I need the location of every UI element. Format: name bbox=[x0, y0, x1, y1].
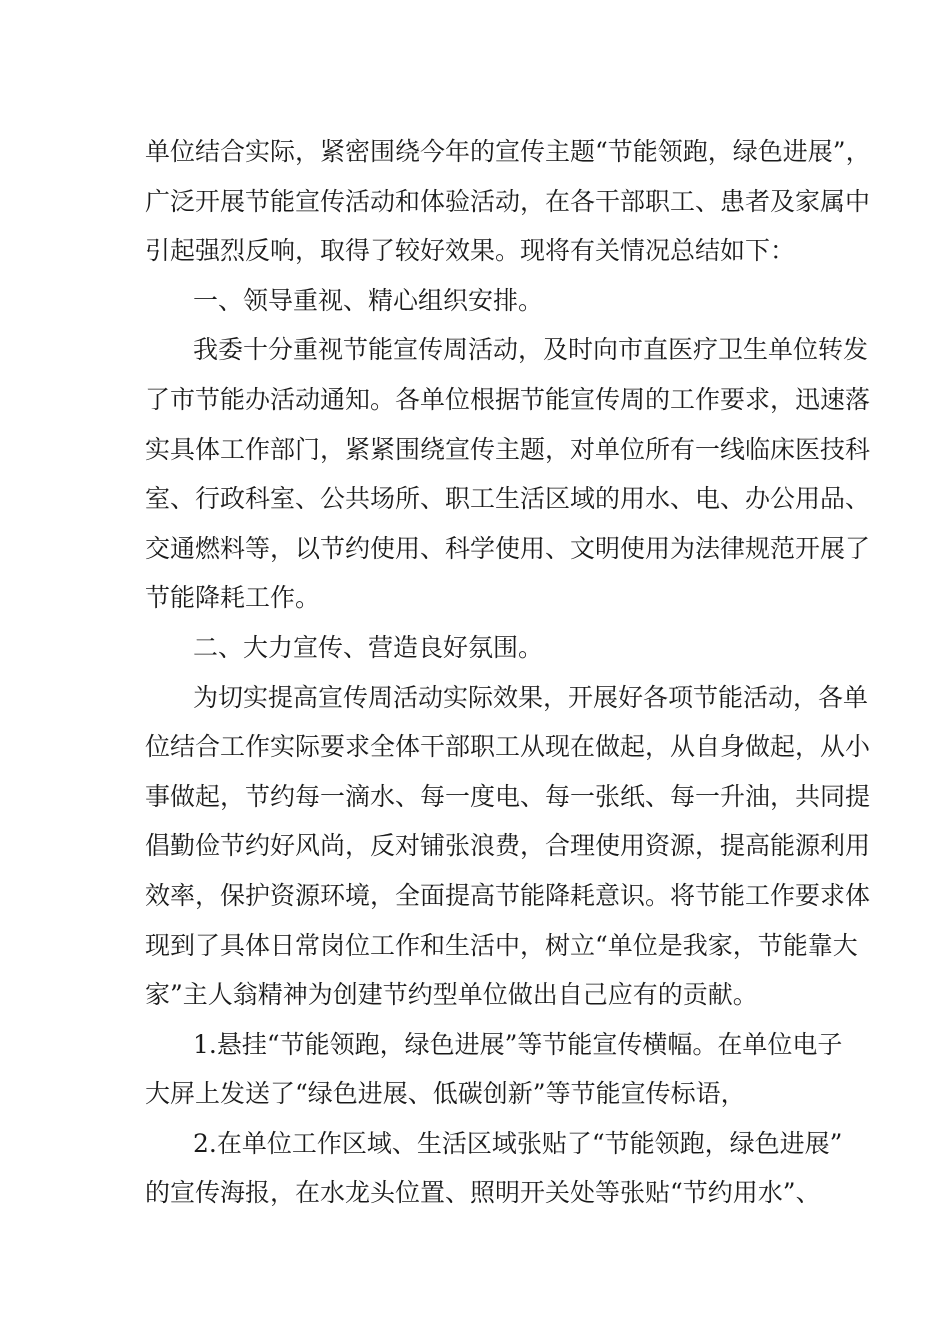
text-line: 单位结合实际，紧密围绕今年的宣传主题“节能领跑，绿色进展”， bbox=[145, 137, 871, 166]
body-text bbox=[145, 127, 871, 1218]
text-line: 广泛开展节能宣传活动和体验活动，在各干部职工、患者及家属中 bbox=[145, 186, 871, 216]
text-line: 我委十分重视节能宣传周活动，及时向市直医疗卫生单位转发 bbox=[193, 335, 869, 365]
text-line: 事做起，节约每一滴水、每一度电、每一张纸、每一升油，共同提 bbox=[145, 781, 871, 811]
text-line: 现到了具体日常岗位工作和生活中，树立“单位是我家，节能靠大 bbox=[145, 930, 858, 960]
text-line: 效率，保护资源环境，全面提高节能降耗意识。将节能工作要求体 bbox=[145, 880, 871, 910]
text-line: 室、行政科室、公共场所、职工生活区域的用水、电、办公用品、 bbox=[145, 484, 871, 514]
text-line: 实具体工作部门，紧紧围绕宣传主题，对单位所有一线临床医技科 bbox=[145, 434, 871, 464]
text-line: 交通燃料等，以节约使用、科学使用、文明使用为法律规范开展了 bbox=[145, 533, 871, 563]
text-line: 引起强烈反响，取得了较好效果。现将有关情况总结如下： bbox=[145, 236, 796, 266]
text-line: 家”主人翁精神为创建节约型单位做出自己应有的贡献。 bbox=[145, 980, 758, 1010]
text-line: 倡勤俭节约好风尚，反对铺张浪费，合理使用资源，提高能源利用 bbox=[145, 831, 871, 861]
text-line: 了市节能办活动通知。各单位根据节能宣传周的工作要求，迅速落 bbox=[145, 384, 871, 414]
text-line: 位结合工作实际要求全体干部职工从现在做起，从自身做起，从小 bbox=[145, 732, 871, 762]
text-line: 为切实提高宣传周活动实际效果，开展好各项节能活动，各单 bbox=[193, 682, 869, 712]
text-line: 节能降耗工作。 bbox=[145, 583, 321, 613]
list-item-text: 2.在单位工作区域、生活区域张贴了“节能领跑，绿色进展” bbox=[193, 1128, 843, 1158]
section-heading: 二、大力宣传、营造良好氛围。 bbox=[193, 632, 544, 662]
section-heading: 一、领导重视、精心组织安排。 bbox=[193, 285, 544, 315]
text-line: 大屏上发送了“绿色进展、低碳创新”等节能宣传标语， bbox=[145, 1079, 746, 1109]
list-item-text: 1.悬挂“节能领跑，绿色进展”等节能宣传横幅。在单位电子 bbox=[193, 1029, 843, 1059]
text-line: 的宣传海报，在水龙头位置、照明开关处等张贴“节约用水”、 bbox=[145, 1178, 821, 1208]
